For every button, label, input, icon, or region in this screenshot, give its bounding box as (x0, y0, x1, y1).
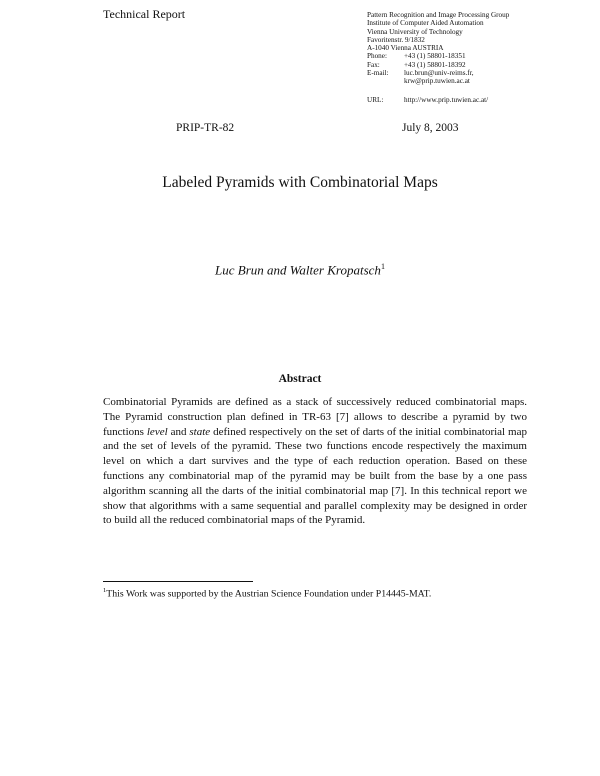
institution-line: Institute of Computer Aided Automation (367, 19, 484, 28)
fax-value: +43 (1) 58801-18392 (404, 60, 466, 69)
footnote-text: This Work was supported by the Austrian Science Foundation under P14445-MAT. (106, 588, 432, 600)
fax-label: Fax: (367, 60, 380, 69)
footnote-mark: 1 (103, 587, 107, 594)
abstract-text-3: defined respectively on the set of darts of the initial combinatorial map and the set of levels of the pyramid. These two functions encode respectively the maximum level on which a dart survives and the type of each reduction operation. Based on these functions any combinatorial map of the pyramid may be built from the base by a one pass algorithm scanning all the darts of the initial combinatorial map [7]. In this technical report we show that algorithms with a same sequential and parallel complexity may be designed in order to build all the reduced combinatorial maps of the Pyramid. (103, 425, 527, 527)
author-footnote-mark: 1 (380, 262, 385, 271)
footnote (103, 585, 493, 600)
phone-label: Phone: (367, 52, 387, 61)
email-value-2: krw@prip.tuwien.ac.at (404, 77, 470, 86)
authors: Luc Brun and Walter Kropatsch (215, 262, 381, 278)
abstract-text-2: and (167, 425, 190, 438)
term-level: level (146, 425, 168, 438)
term-state: state (189, 425, 211, 438)
email-row-2 (367, 77, 509, 85)
url-value: http://www.prip.tuwien.ac.at/ (404, 95, 489, 104)
abstract-body (103, 395, 527, 528)
email-row (367, 69, 509, 77)
abstract-heading: Abstract (278, 373, 322, 385)
report-number: PRIP-TR-82 (176, 122, 235, 134)
paper-title: Labeled Pyramids with Combinatorial Maps (162, 174, 438, 191)
url-row (367, 96, 509, 104)
institution-line: Pattern Recognition and Image Processing Group (367, 11, 510, 19)
footnote-divider (103, 581, 253, 582)
institution-line: Favoritenstr. 9/1832 (367, 35, 425, 44)
email-value-1: luc.brun@univ-reims.fr, (404, 69, 474, 78)
report-date: July 8, 2003 (402, 122, 459, 134)
phone-row (367, 52, 509, 60)
authors-line (0, 262, 600, 278)
institution-line: Vienna University of Technology (367, 27, 463, 36)
phone-value: +43 (1) 58801-18351 (404, 52, 466, 61)
institution-address-block (367, 11, 509, 104)
fax-row (367, 61, 509, 69)
institution-line: A-1040 Vienna AUSTRIA (367, 44, 444, 53)
email-label: E-mail: (367, 69, 389, 78)
report-type-label: Technical Report (103, 7, 186, 21)
url-label: URL: (367, 95, 384, 104)
abstract-text-1: Combinatorial Pyramids are defined as a stack of successively reduced combinatorial maps. The Pyramid construction plan defined in TR-63 [7] allows to describe a pyramid by two functions (103, 396, 527, 438)
